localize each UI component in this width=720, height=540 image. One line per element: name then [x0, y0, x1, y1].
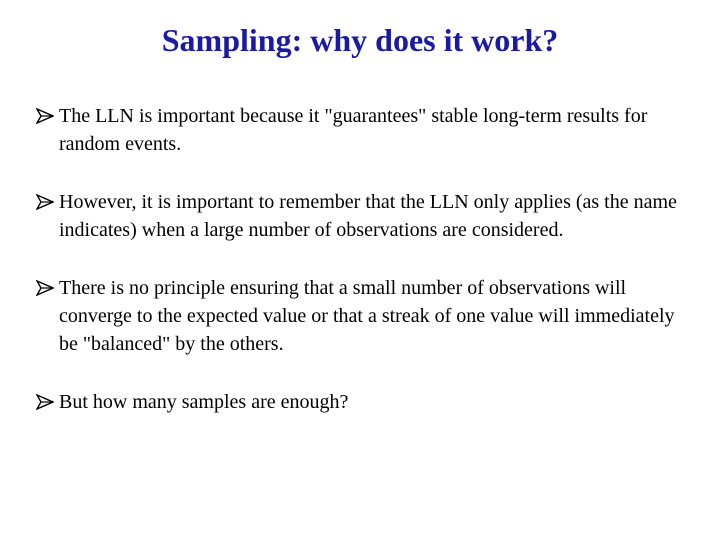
- slide-title: Sampling: why does it work?: [161, 22, 559, 58]
- bullet-item: [50, 188, 690, 244]
- bullet-item: [50, 102, 690, 158]
- arrowhead-bullet-icon: [36, 394, 54, 410]
- arrowhead-bullet-icon: [36, 194, 54, 210]
- bullet-text: However, it is important to remember that the LLN only applies (as the name indicates) when a large number of observations are considered.: [59, 191, 677, 241]
- bullet-text: There is no principle ensuring that a small number of observations will converge to the expected value or that a streak of one value will immediately be "balanced" by the others.: [59, 277, 675, 355]
- bullet-list: [50, 102, 690, 446]
- bullet-item: [50, 388, 690, 416]
- bullet-item: [50, 274, 690, 358]
- arrowhead-bullet-icon: [36, 108, 54, 124]
- arrowhead-bullet-icon: [36, 280, 54, 296]
- bullet-text: But how many samples are enough?: [59, 391, 349, 413]
- bullet-text: The LLN is important because it "guarantees" stable long-term results for random events.: [59, 105, 648, 155]
